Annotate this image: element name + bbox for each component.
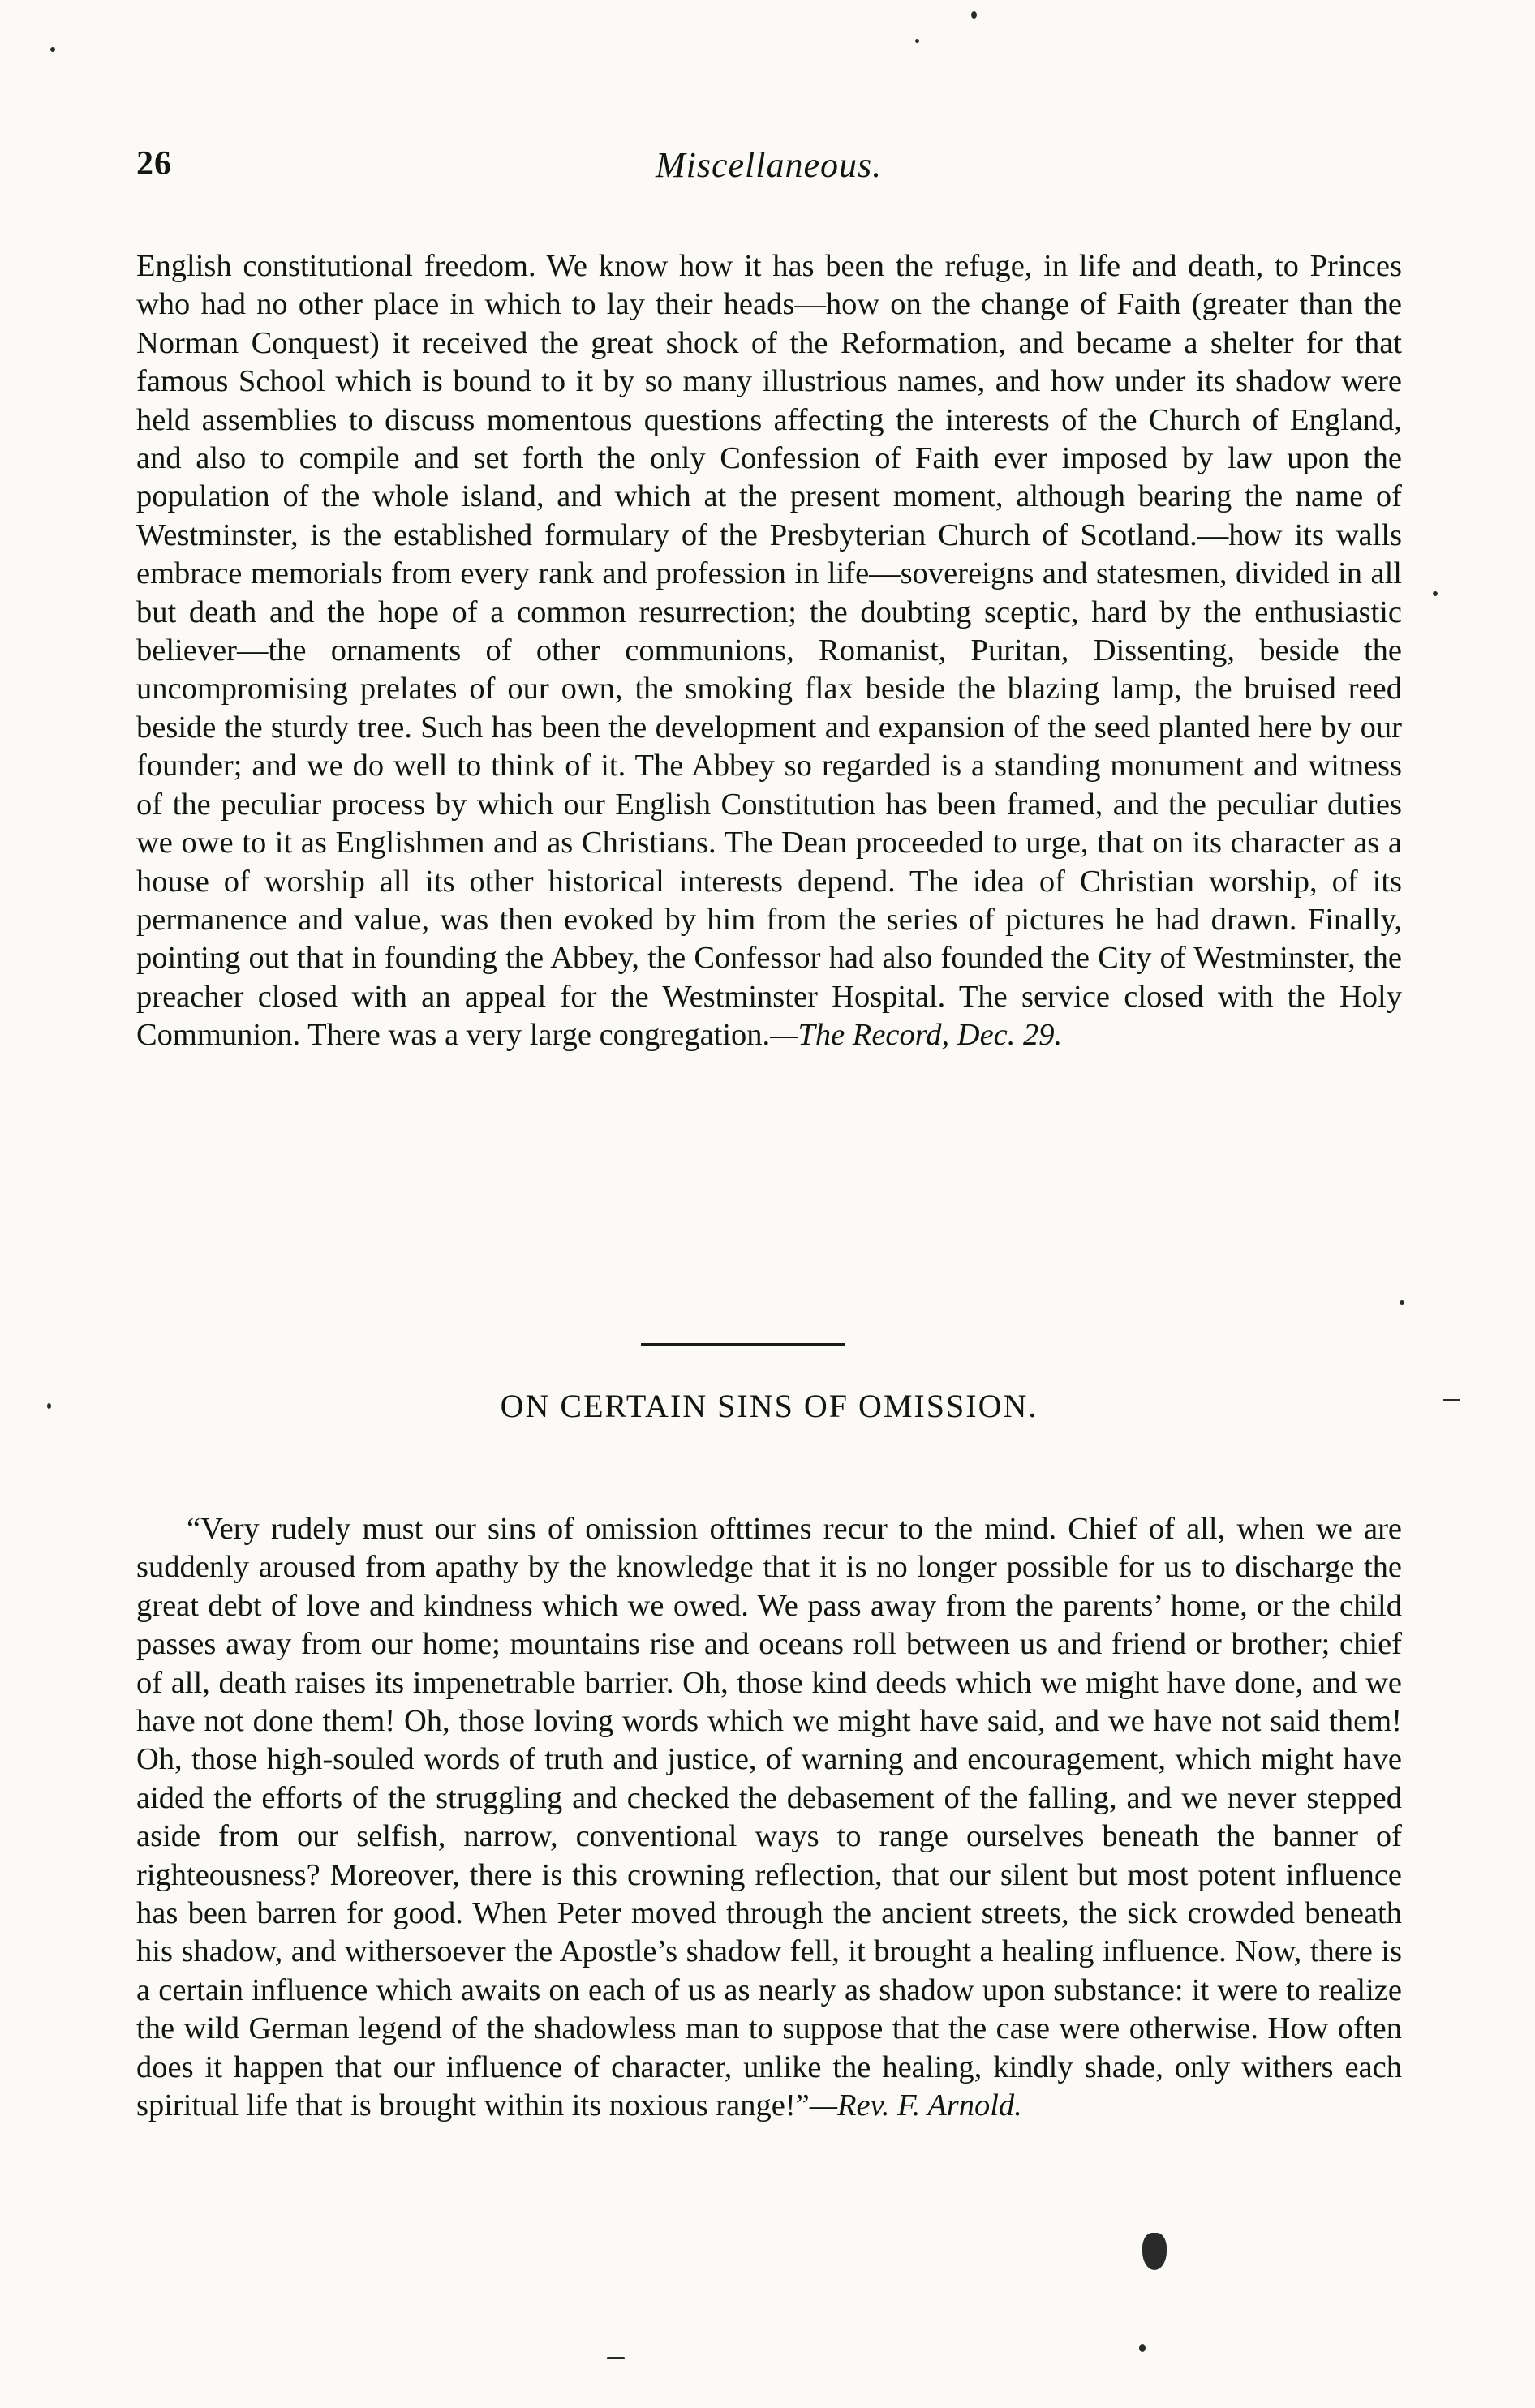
paragraph-text: “Very rudely must our sins of omission ofttimes recur to the mind. Chief of all, when we are suddenly aroused from apathy by the knowledge that it is no longer possible for us to discharge the great debt of love and kindness which we owed. We pass away from the parents’ home, or the child passes away from our home; mountains rise and oceans roll between us and friend or brother; chief of all, death raises its impenetrable barrier. Oh, those kind deeds which we might have done, and we have not done them! Oh, those loving words which we might have said, and we have not said them! Oh, those high-souled words of truth and justice, of warning and encouragement, which might have aided the efforts of the struggling and checked the debasement of the falling, and we never stepped aside from our selfish, narrow, conventional ways to range ourselves beneath the banner of righteousness? Moreover, there is this crowning reflection, that our silent but most potent influence has been barren for good. When Peter moved through the ancient streets, the sick crowded beneath his shadow, and withersoever the Apostle’s shadow fell, it brought a healing influence. Now, there is a certain influence which awaits on each of us as nearly as shadow upon substance: it were to realize the wild German legend of the shadowless man to suppose that the case were otherwise. How often does it happen that our influence of character, unlike the healing, kindly shade, only withers each spiritual life that is brought within its noxious range!” <box>136 1512 1402 2123</box>
source-citation: —Rev. F. Arnold. <box>809 2088 1022 2123</box>
scan-speck <box>1142 2233 1167 2270</box>
scan-speck <box>971 11 977 19</box>
article-continuation-paragraph <box>136 247 1402 1055</box>
section-divider <box>641 1343 845 1346</box>
scan-speck <box>915 39 919 43</box>
scan-speck <box>607 2357 625 2359</box>
quotation-paragraph <box>136 1510 1402 2126</box>
page-number: 26 <box>136 145 172 182</box>
scan-speck <box>1139 2344 1146 2352</box>
source-citation: —The Record, Dec. 29. <box>770 1018 1063 1053</box>
running-title: Miscellaneous. <box>656 145 883 185</box>
scan-speck <box>1433 591 1438 596</box>
scan-speck <box>1443 1399 1460 1401</box>
section-title: ON CERTAIN SINS OF OMISSION. <box>500 1388 1038 1424</box>
paragraph-text: English constitutional freedom. We know how it has been the refuge, in life and death, to Princes who had no other place in which to lay their heads—how on the change of Faith (greater than the Norman Conquest) it received the great shock of the Reformation, and became a shelter for that famous School which is bound to it by so many illustrious names, and how under its shadow were held assemblies to discuss momentous questions affecting the interests of the Church of England, and also to compile and set forth the only Confession of Faith ever imposed by law upon the population of the whole island, and which at the present moment, although bearing the name of Westminster, is the established formulary of the Presbyterian Church of Scotland.—how its walls embrace memorials from every rank and profession in life—sovereigns and statesmen, divided in all but death and the hope of a common resurrection; the doubting sceptic, hard by the enthusiastic believer—the ornaments of other communions, Romanist, Puritan, Dissenting, beside the uncompromising prelates of our own, the smoking flax beside the blazing lamp, the bruised reed beside the sturdy tree. Such has been the development and expansion of the seed planted here by our founder; and we do well to think of it. The Abbey so regarded is a standing monument and witness of the peculiar process by which our English Constitution has been framed, and the peculiar duties we owe to it as Englishmen and as Christians. The Dean proceeded to urge, that on its character as a house of worship all its other historical interests depend. The idea of Christian worship, of its permanence and value, was then evoked by him from the series of pictures he had drawn. Finally, pointing out that in founding the Abbey, the Confessor had also founded the City of Westminster, the preacher closed with an appeal for the Westminster Hospital. The service closed with the Holy Communion. There was a very large congregation. <box>136 249 1402 1053</box>
scan-speck <box>1400 1300 1404 1305</box>
scan-speck <box>50 47 55 52</box>
running-head <box>136 144 1402 193</box>
scan-speck <box>47 1403 51 1409</box>
